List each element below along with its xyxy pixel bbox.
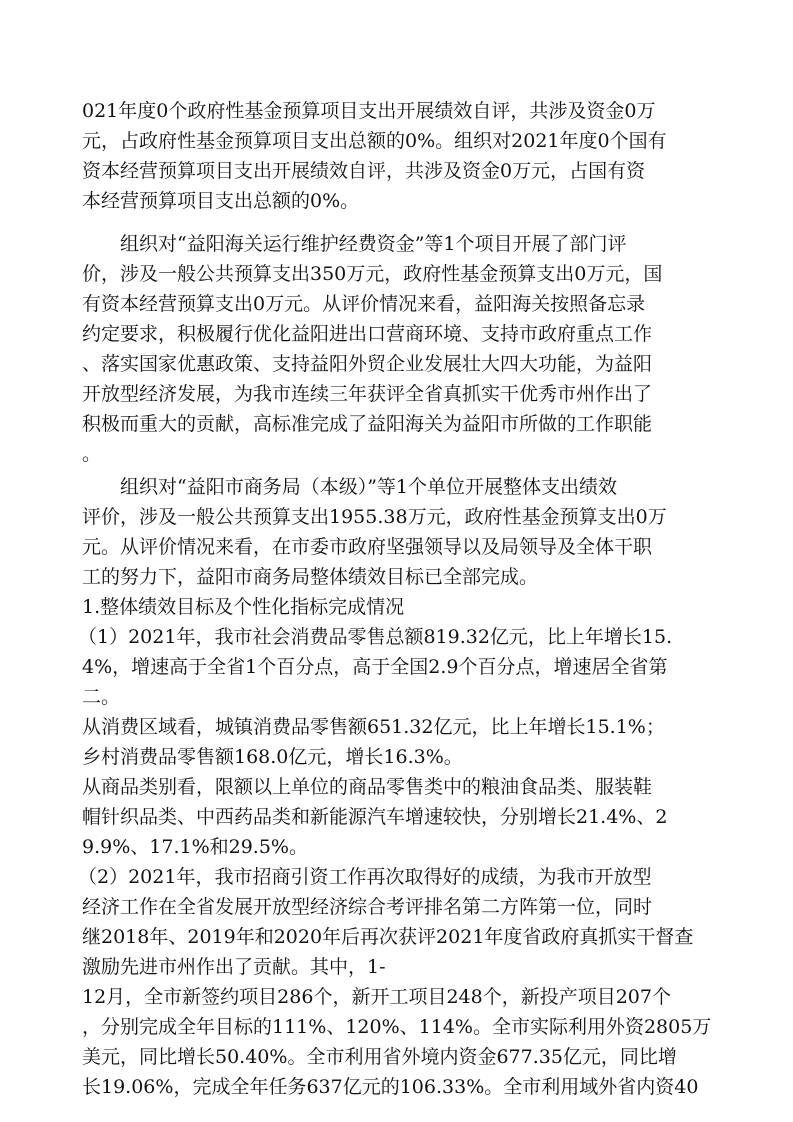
body-text-line: 组织对“益阳海关运行维护经费资金”等1个项目开展了部门评 [120, 233, 627, 255]
body-text-line: 本经营预算项目支出总额的0%。 [82, 190, 360, 212]
body-text-line: （2）2021年，我市招商引资工作再次取得好的成绩，为我市开放型 [78, 866, 652, 888]
body-text-line: 从消费区域看，城镇消费品零售额651.32亿元，比上年增长15.1%； [82, 716, 665, 738]
body-text-line: 开放型经济发展，为我市连续三年获评全省真抓实干优秀市州作出了 [82, 383, 653, 405]
section-heading: 1.整体绩效目标及个性化指标完成情况 [82, 596, 405, 618]
body-text-line: 经济工作在全省发展开放型经济综合考评排名第二方阵第一位，同时 [82, 896, 653, 918]
body-text-line: 长19.06%，完成全年任务637亿元的106.33%。全市利用域外省内资40 [82, 1076, 699, 1098]
body-text-line: 从商品类别看，限额以上单位的商品零售类中的粮油食品类、服装鞋 [82, 776, 653, 798]
body-text-line: 资本经营预算项目支出开展绩效自评，共涉及资金0万元，占国有资 [82, 160, 646, 182]
body-text-line: 乡村消费品零售额168.0亿元，增长16.3%。 [82, 746, 463, 768]
body-text-line: 4%，增速高于全省1个百分点，高于全国2.9个百分点，增速居全省第 [82, 656, 668, 678]
body-text-line: 12月，全市新签约项目286个，新开工项目248个，新投产项目207个 [82, 986, 671, 1008]
body-text-line: 工的努力下，益阳市商务局整体绩效目标已全部完成。 [82, 566, 539, 588]
body-text-line: 。 [82, 443, 102, 465]
body-text-line: 美元，同比增长50.40%。全市利用省外境内资金677.35亿元，同比增 [82, 1046, 677, 1068]
body-text-line: 激励先进市州作出了贡献。其中，1- [82, 956, 386, 978]
body-text-line: 元，占政府性基金预算项目支出总额的0%。组织对2021年度0个国有 [82, 130, 667, 152]
body-text-line: 帽针织品类、中西药品类和新能源汽车增速较快，分别增长21.4%、2 [82, 806, 668, 828]
body-text-line: 约定要求，积极履行优化益阳进出口营商环境、支持市政府重点工作 [82, 323, 653, 345]
body-text-line: 评价，涉及一般公共预算支出1955.38万元，政府性基金预算支出0万 [82, 506, 667, 528]
body-text-line: ，分别完成全年目标的111%、120%、114%。全市实际利用外资2805万 [82, 1016, 712, 1038]
body-text-line: 积极而重大的贡献，高标准完成了益阳海关为益阳市所做的工作职能 [82, 413, 653, 435]
body-text-line: 价，涉及一般公共预算支出350万元，政府性基金预算支出0万元，国 [82, 263, 663, 285]
body-text-line: 有资本经营预算支出0万元。从评价情况来看，益阳海关按照备忘录 [82, 293, 646, 315]
body-text-line: 9.9%、17.1%和29.5%。 [82, 836, 308, 858]
body-text-line: 组织对“益阳市商务局（本级）”等1个单位开展整体支出绩效 [120, 476, 618, 498]
body-text-line: 元。从评价情况来看，在市委市政府坚强领导以及局领导及全体干职 [82, 536, 653, 558]
body-text-line: 021年度0个政府性基金预算项目支出开展绩效自评，共涉及资金0万 [82, 100, 656, 122]
body-text-line: 继2018年、2019年和2020年后再次获评2021年度省政府真抓实干督查 [82, 926, 694, 948]
body-text-line: 二。 [82, 686, 121, 708]
body-text-line: （1）2021年，我市社会消费品零售总额819.32亿元，比上年增长15. [78, 626, 673, 648]
body-text-line: 、落实国家优惠政策、支持益阳外贸企业发展壮大四大功能，为益阳 [82, 353, 653, 375]
